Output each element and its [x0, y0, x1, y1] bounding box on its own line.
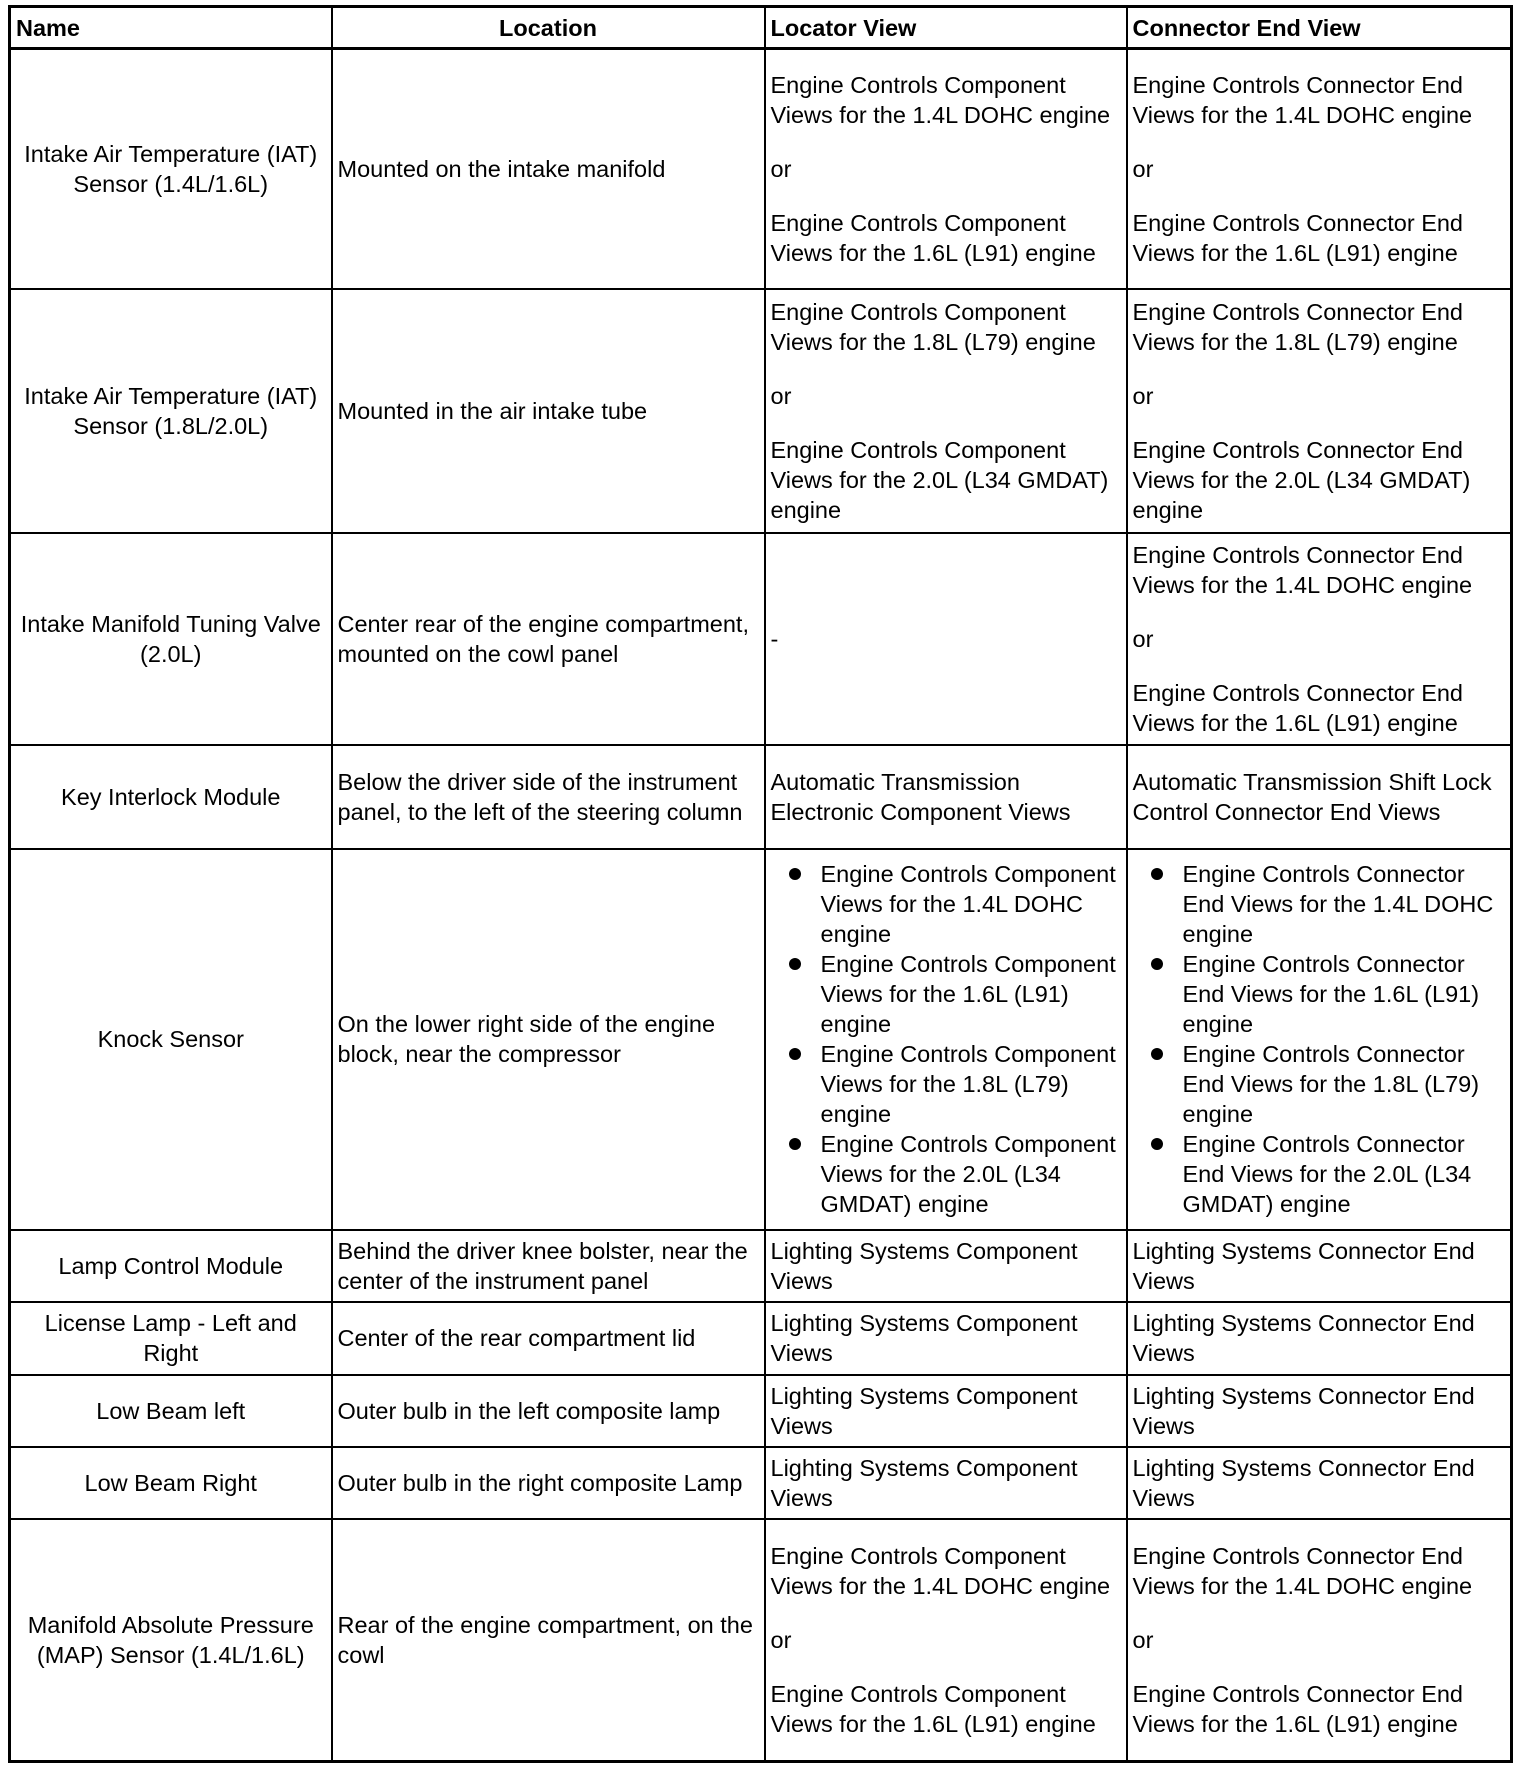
component-name: Low Beam left: [10, 1375, 332, 1447]
connector-end-view-link[interactable]: Lighting Systems Connector End Views: [1127, 1375, 1512, 1447]
locator-view-list: [771, 859, 1121, 1219]
locator-view-link[interactable]: Lighting Systems Component Views: [765, 1447, 1127, 1519]
list-item: [1133, 1129, 1506, 1219]
connector-end-view-cell: [1127, 849, 1512, 1230]
component-name: Intake Manifold Tuning Valve (2.0L): [10, 533, 332, 745]
locator-view-link[interactable]: Engine Controls Component Views for the 1.6L (L91) engine: [770, 209, 1096, 266]
connector-end-view-link[interactable]: Engine Controls Connector End Views for the 2.0L (L34 GMDAT) engine: [1132, 436, 1471, 523]
locator-view-link[interactable]: Automatic Transmission Electronic Component Views: [765, 745, 1127, 849]
locator-view-link[interactable]: Engine Controls Component Views for the 1.6L (L91) engine: [770, 1680, 1096, 1737]
connector-end-view-link[interactable]: Lighting Systems Connector End Views: [1127, 1302, 1512, 1375]
header-location: Location: [332, 7, 765, 49]
table-row: [10, 1230, 1512, 1302]
locator-view-link[interactable]: Engine Controls Component Views for the 1.8L (L79) engine: [820, 1041, 1116, 1127]
connector-end-view-link[interactable]: Engine Controls Connector End Views for the 1.8L (L79) engine: [1182, 1041, 1480, 1127]
list-item: [771, 1129, 1121, 1219]
component-location: Center of the rear compartment lid: [332, 1302, 765, 1375]
locator-view-cell: [765, 849, 1127, 1230]
list-item: [771, 859, 1121, 949]
header-row: [10, 7, 1512, 49]
connector-end-view-cell: [1127, 49, 1512, 289]
connector-end-view-link[interactable]: Lighting Systems Connector End Views: [1127, 1230, 1512, 1302]
bullet-icon: [789, 1048, 801, 1060]
bullet-icon: [1151, 958, 1163, 970]
locator-view-cell: [765, 289, 1127, 533]
or-text: or: [1132, 625, 1154, 652]
component-locator-table: [8, 5, 1513, 1763]
list-item: [1133, 949, 1506, 1039]
connector-end-view-link[interactable]: Lighting Systems Connector End Views: [1127, 1447, 1512, 1519]
connector-end-view-link[interactable]: Engine Controls Connector End Views for the 1.4L DOHC engine: [1182, 861, 1494, 947]
connector-end-view-link[interactable]: Engine Controls Connector End Views for the 1.4L DOHC engine: [1132, 71, 1473, 128]
locator-view-link[interactable]: Engine Controls Component Views for the 2.0L (L34 GMDAT) engine: [770, 436, 1109, 523]
table-row: [10, 1447, 1512, 1519]
locator-view-link[interactable]: Engine Controls Component Views for the 1.4L DOHC engine: [770, 1542, 1111, 1599]
component-location: Outer bulb in the right composite Lamp: [332, 1447, 765, 1519]
component-location: Mounted in the air intake tube: [332, 289, 765, 533]
component-name: Manifold Absolute Pressure (MAP) Sensor (1.4L/1.6L): [10, 1519, 332, 1762]
table-row: [10, 849, 1512, 1230]
connector-end-view-cell: [1127, 1519, 1512, 1762]
header-name: Name: [10, 7, 332, 49]
connector-end-view-link[interactable]: Engine Controls Connector End Views for the 1.6L (L91) engine: [1182, 951, 1480, 1037]
locator-view-link[interactable]: Engine Controls Component Views for the 1.6L (L91) engine: [820, 951, 1116, 1037]
list-item: [771, 949, 1121, 1039]
locator-view-link[interactable]: Lighting Systems Component Views: [765, 1375, 1127, 1447]
connector-end-view-link[interactable]: Automatic Transmission Shift Lock Control Connector End Views: [1127, 745, 1512, 849]
bullet-icon: [789, 958, 801, 970]
or-text: or: [1132, 1626, 1154, 1653]
locator-view-link[interactable]: Engine Controls Component Views for the 2.0L (L34 GMDAT) engine: [820, 1131, 1116, 1217]
connector-end-view-link[interactable]: Engine Controls Connector End Views for the 1.4L DOHC engine: [1132, 1542, 1473, 1599]
locator-view-cell: -: [765, 533, 1127, 745]
bullet-icon: [789, 868, 801, 880]
or-text: or: [770, 1626, 792, 1653]
connector-end-view-cell: [1127, 289, 1512, 533]
table-row: [10, 289, 1512, 533]
component-name: Low Beam Right: [10, 1447, 332, 1519]
table-row: [10, 49, 1512, 289]
component-location: Center rear of the engine compartment, mounted on the cowl panel: [332, 533, 765, 745]
connector-end-view-link[interactable]: Engine Controls Connector End Views for the 1.6L (L91) engine: [1132, 209, 1464, 266]
component-name: Intake Air Temperature (IAT) Sensor (1.8L/2.0L): [10, 289, 332, 533]
bullet-icon: [1151, 1138, 1163, 1150]
component-name: Lamp Control Module: [10, 1230, 332, 1302]
component-location: Below the driver side of the instrument panel, to the left of the steering column: [332, 745, 765, 849]
component-location: Outer bulb in the left composite lamp: [332, 1375, 765, 1447]
connector-end-view-link[interactable]: Engine Controls Connector End Views for the 2.0L (L34 GMDAT) engine: [1182, 1131, 1472, 1217]
component-location: On the lower right side of the engine block, near the compressor: [332, 849, 765, 1230]
or-text: or: [1132, 382, 1154, 409]
component-name: Intake Air Temperature (IAT) Sensor (1.4L/1.6L): [10, 49, 332, 289]
locator-view-link[interactable]: Engine Controls Component Views for the 1.4L DOHC engine: [770, 71, 1111, 128]
component-name: License Lamp - Left and Right: [10, 1302, 332, 1375]
locator-view-link[interactable]: Engine Controls Component Views for the 1.4L DOHC engine: [820, 861, 1116, 947]
or-text: or: [1132, 155, 1154, 182]
table-row: [10, 1302, 1512, 1375]
component-name: Key Interlock Module: [10, 745, 332, 849]
locator-view-cell: [765, 49, 1127, 289]
connector-end-view-link[interactable]: Engine Controls Connector End Views for the 1.4L DOHC engine: [1132, 541, 1473, 598]
locator-view-link[interactable]: Lighting Systems Component Views: [765, 1230, 1127, 1302]
connector-end-view-link[interactable]: Engine Controls Connector End Views for the 1.6L (L91) engine: [1132, 1680, 1464, 1737]
header-connector-end-view: Connector End View: [1127, 7, 1512, 49]
bullet-icon: [1151, 868, 1163, 880]
connector-end-view-cell: [1127, 533, 1512, 745]
list-item: [1133, 859, 1506, 949]
table-row: [10, 533, 1512, 745]
table-row: [10, 1375, 1512, 1447]
table-row: [10, 1519, 1512, 1762]
locator-view-cell: [765, 1519, 1127, 1762]
list-item: [771, 1039, 1121, 1129]
connector-end-view-list: [1133, 859, 1506, 1219]
component-location: Mounted on the intake manifold: [332, 49, 765, 289]
header-locator-view: Locator View: [765, 7, 1127, 49]
component-name: Knock Sensor: [10, 849, 332, 1230]
locator-view-link[interactable]: Lighting Systems Component Views: [765, 1302, 1127, 1375]
or-text: or: [770, 382, 792, 409]
bullet-icon: [1151, 1048, 1163, 1060]
connector-end-view-link[interactable]: Engine Controls Connector End Views for the 1.6L (L91) engine: [1132, 679, 1464, 736]
component-location: Rear of the engine compartment, on the cowl: [332, 1519, 765, 1762]
connector-end-view-link[interactable]: Engine Controls Connector End Views for the 1.8L (L79) engine: [1132, 298, 1464, 355]
bullet-icon: [789, 1138, 801, 1150]
list-item: [1133, 1039, 1506, 1129]
or-text: or: [770, 155, 792, 182]
locator-view-link[interactable]: Engine Controls Component Views for the 1.8L (L79) engine: [770, 298, 1096, 355]
component-location: Behind the driver knee bolster, near the center of the instrument panel: [332, 1230, 765, 1302]
table-row: [10, 745, 1512, 849]
